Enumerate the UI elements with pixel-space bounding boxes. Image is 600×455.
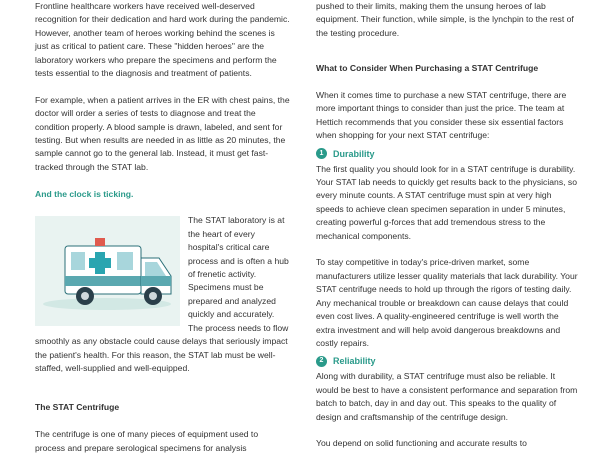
reliability-title: Reliability: [333, 356, 376, 367]
durability-heading: [316, 147, 578, 161]
stat-lab-section: [35, 214, 290, 375]
purchase-considerations-heading: What to Consider When Purchasing a STAT Centrifuge: [316, 63, 539, 74]
number-badge-icon: 2: [316, 356, 327, 367]
durability-paragraph-1: The first quality you should look for in a STAT centrifuge is durability. Your STAT lab needs to quickly get results back to the physicians, so every minute counts. A STAT centrifuge must spin at very high speeds to achieve clean specimen separation in under 5 minutes, creating powerful g-forces that add tremendous stress to the mechanical components.: [316, 163, 577, 241]
reliability-heading: [316, 354, 578, 368]
left-column: [35, 0, 290, 455]
example-paragraph: For example, when a patient arrives in the ER with chest pains, the doctor will order a series of tests to diagnose and treat the condition properly. A blood sample is drawn, labeled, and sent for testing. But when results are needed in as little as 20 minutes, the sample cannot go to the general lab. Instead, it must get fast-tracked through the STAT lab.: [35, 94, 290, 172]
purchase-intro-paragraph: When it comes time to purchase a new STAT centrifuge, there are more important things to consider than just the price. The team at Hettich recommends that you consider these six essential factors when shopping for your next STAT centrifuge:: [316, 90, 567, 141]
reliability-paragraph-2: You depend on solid functioning and accurate results to: [316, 438, 527, 449]
intro-paragraph: Frontline healthcare workers have received well-deserved recognition for their dedication and hard work during the pandemic. However, another team of heroes working behind the scenes is just as critical to patient care. These "hidden heroes" are the laboratory workers who prepare the specimens and perform the tests essential to the diagnosis and treatment of patients.: [35, 1, 290, 79]
clock-ticking-callout: And the clock is ticking.: [35, 188, 134, 199]
number-badge-icon: 1: [316, 148, 327, 159]
stat-lab-paragraph: The STAT laboratory is at the heart of every hospital's critical care process and is often a hub of frenetic activity. Specimens must be prepared and analyzed quickly and accurately. The process needs to flow smoothly as any obstacle could cause delays that seriously impact the patient's health. For this reason, the STAT lab must be well-staffed, well-supplied and well-equipped.: [35, 215, 289, 373]
right-column: [316, 0, 578, 451]
durability-paragraph-2: To stay competitive in today's price-driven market, some manufacturers utilize lesser quality materials that lack durability. Your STAT centrifuge needs to hold up through the rigors of testing daily. Any mechanical trouble or breakdown can cause delays that could even cost lives. A quality-engineered centrifuge is well worth the extra investment and will help avoid dangerous breakdowns and costly repairs.: [316, 257, 578, 348]
reliability-paragraph: Along with durability, a STAT centrifuge must also be reliable. It would be best to have a consistent performance and separation from batch to batch, day in and day out. This speaks to the quality of design and craftsmanship of the centrifuge design.: [316, 371, 578, 422]
ambulance-icon: [35, 216, 180, 326]
durability-title: Durability: [333, 148, 375, 159]
ambulance-illustration: [35, 216, 180, 326]
centrifuge-paragraph: The centrifuge is one of many pieces of equipment used to process and prepare serological specimens for analysis: [35, 429, 259, 453]
stat-centrifuge-heading: The STAT Centrifuge: [35, 402, 120, 413]
continuation-paragraph: pushed to their limits, making them the unsung heroes of lab equipment. Their function, while simple, is the lynchpin to the rest of the testing procedure.: [316, 1, 574, 38]
